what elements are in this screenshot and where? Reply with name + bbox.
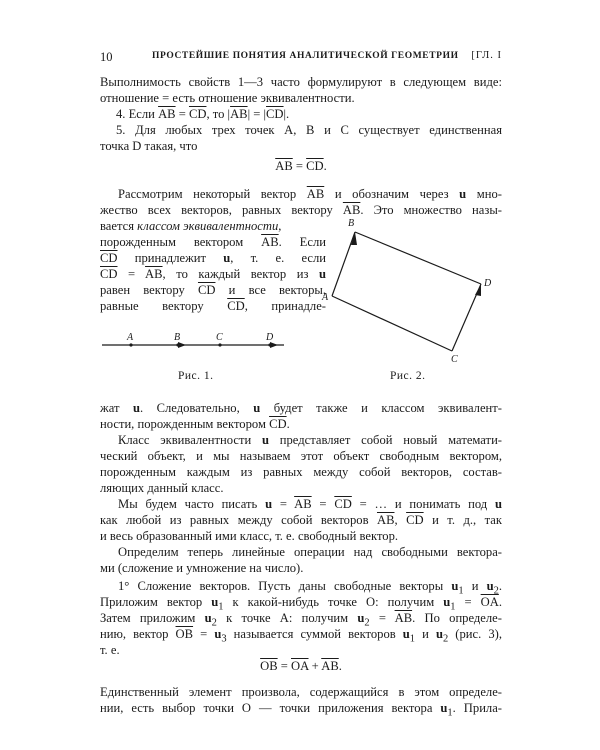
text-line: порожденным каждым из равных между собой векторов, состав- bbox=[100, 465, 502, 479]
text-line: ности, порожденным вектором $\overline{CD}$. bbox=[100, 417, 290, 431]
text-line: как любой из равных между собой векторов $\overline{AB}$, $\overline{CD}$ и т. д., так bbox=[100, 513, 502, 527]
text-line: точка D такая, что bbox=[100, 139, 198, 153]
text-line: равные вектору $\overline{CD}$, принадле- bbox=[100, 299, 326, 313]
text-line: Приложим вектор $u_1$ к какой-нибудь точке O: получим $u_1 = \overline{OA}$. bbox=[100, 595, 502, 613]
formula: $\overline{AB} = \overline{CD}$. bbox=[275, 159, 327, 173]
figure-2 bbox=[318, 218, 498, 368]
text-line: $\overline{CD}$ принадлежит u, т. е. если bbox=[100, 251, 326, 265]
text-line: жат u. Следовательно, u будет также и классом эквивалент- bbox=[100, 401, 502, 415]
text-line: равен вектору $\overline{CD}$ и все векторы, bbox=[100, 283, 326, 297]
point-label-d: D bbox=[484, 278, 492, 289]
arrowhead bbox=[475, 284, 481, 296]
figure-1-caption: Рис. 1. bbox=[178, 370, 214, 382]
figure-2-caption: Рис. 2. bbox=[390, 370, 426, 382]
point-label-b: B bbox=[348, 218, 355, 229]
point bbox=[129, 343, 132, 346]
text-line: ляющих данный класс. bbox=[100, 481, 224, 495]
figure-1 bbox=[98, 328, 288, 358]
segment-ac bbox=[332, 296, 452, 351]
text-line: Класс эквивалентности u представляет собой новый математи- bbox=[118, 433, 502, 447]
text-line: $\overline{CD} = \overline{AB}$, то каждый вектор из u bbox=[100, 267, 326, 281]
text-line: т. е. bbox=[100, 643, 120, 657]
text-line: Определим теперь линейные операции над свободными вектора- bbox=[118, 545, 502, 559]
formula: $\overline{OB} = \overline{OA} + \overline{AB}$. bbox=[260, 659, 342, 673]
text-line: порожденным вектором $\overline{AB}$. Если bbox=[100, 235, 326, 249]
text-line: Единственный элемент произвола, содержащийся в этом определе- bbox=[100, 685, 502, 699]
property-4: 4. Если $\overline{AB} = \overline{CD}$, то $|\overline{AB}| = |\overline{CD}|$. bbox=[116, 107, 290, 121]
point-label-d: D bbox=[266, 332, 274, 343]
text-line: Затем приложим $u_2$ к точке A: получим $u_2 = \overline{AB}$. По определе- bbox=[100, 611, 502, 629]
chapter-label: [ГЛ. I bbox=[471, 50, 502, 61]
text-line: Мы будем часто писать $u = \overline{AB} = \overline{CD}$ = … и понимать под u bbox=[118, 497, 502, 511]
property-5: 5. Для любых трех точек A, B и C существует единственная bbox=[116, 123, 502, 137]
point bbox=[268, 343, 271, 346]
point-label-b: B bbox=[174, 332, 181, 343]
text-line: ческий объект, и мы называем этот объект свободным вектором, bbox=[100, 449, 502, 463]
text-line: нии, есть выбор точки O — точки приложения вектора $u_1$. Прила- bbox=[100, 701, 502, 719]
text-line: нию, вектор $\overline{OB} = u_3$ называется суммой векторов $u_1$ и $u_2$ (рис. 3), bbox=[100, 627, 502, 645]
vector-ab bbox=[332, 232, 355, 296]
text-line: вается классом эквивалентности, bbox=[100, 219, 282, 233]
point bbox=[218, 343, 221, 346]
text-line: ми (сложение и умножение на число). bbox=[100, 561, 304, 575]
point-label-c: C bbox=[216, 332, 223, 343]
running-header bbox=[100, 50, 502, 66]
text-line: Выполнимость свойств 1—3 часто формулируют в следующем виде: bbox=[100, 75, 502, 89]
point-label-a: A bbox=[127, 332, 134, 343]
text-line: Рассмотрим некоторый вектор $\overline{AB}$ и обозначим через u мно- bbox=[118, 187, 502, 201]
text-line: и весь образованный ими класс, т. е. свободный вектор. bbox=[100, 529, 399, 543]
point bbox=[176, 343, 179, 346]
page-number: 10 bbox=[100, 50, 113, 64]
text-line: отношение = есть отношение эквивалентности. bbox=[100, 91, 355, 105]
text-line: 1° Сложение векторов. Пусть даны свободные векторы $u_1$ и $u_2$. bbox=[118, 579, 502, 597]
point-label-c: C bbox=[451, 354, 458, 365]
segment-bd bbox=[355, 232, 481, 284]
text-line: жество всех векторов, равных вектору $\overline{AB}$. Это множество назы- bbox=[100, 203, 502, 217]
running-title: ПРОСТЕЙШИЕ ПОНЯТИЯ АНАЛИТИЧЕСКОЙ ГЕОМЕТРИИ bbox=[152, 51, 459, 61]
point-label-a: A bbox=[322, 292, 329, 303]
